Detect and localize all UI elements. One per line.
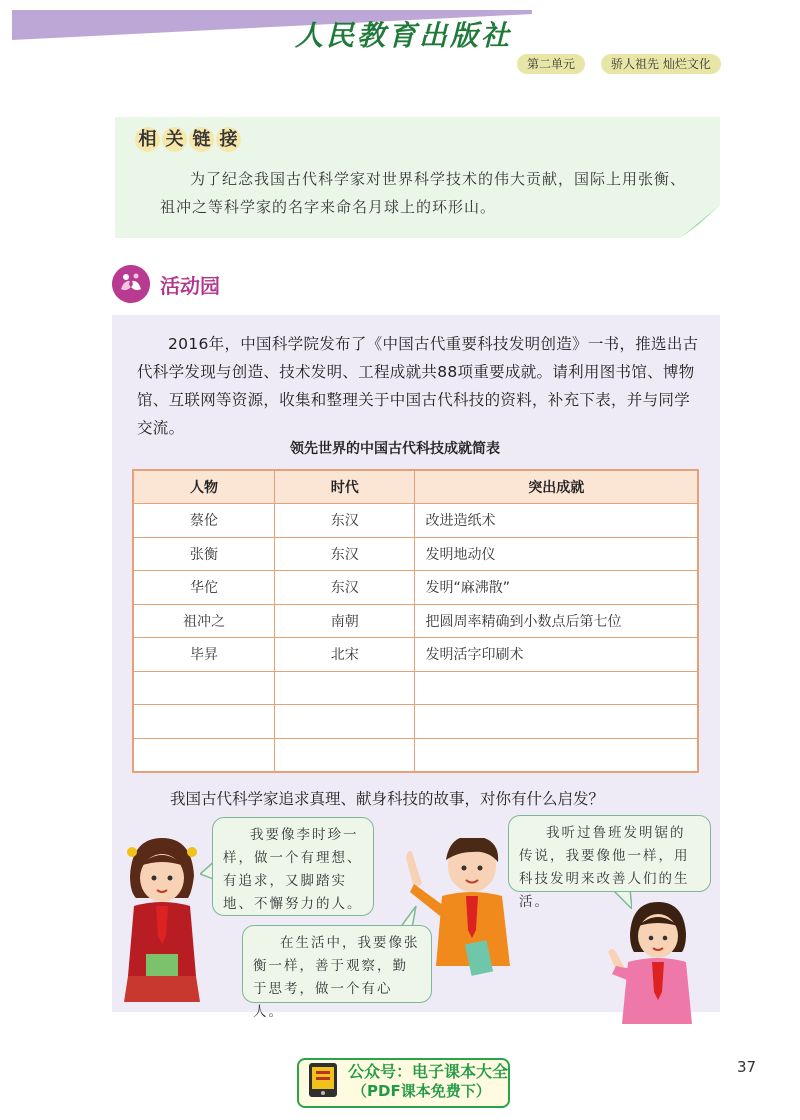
cell-era: 东汉	[274, 504, 414, 538]
cell-era: 东汉	[274, 571, 414, 605]
cell-person: 华佗	[133, 571, 274, 605]
cell-blank	[274, 671, 414, 705]
bubble-tail	[610, 889, 632, 909]
table-row	[133, 571, 698, 605]
cell-achievement: 发明“麻沸散”	[415, 571, 698, 605]
title-char: 链	[189, 127, 214, 152]
table-row-blank	[133, 671, 698, 705]
table-row-blank	[133, 705, 698, 739]
related-links-title	[135, 127, 241, 152]
girl-right-illustration	[606, 900, 702, 1025]
title-char: 接	[216, 127, 241, 152]
cell-blank	[133, 738, 274, 772]
speech-bubble-3: 我听过鲁班发明锯的传说，我要像他一样，用科技发明来改善人们的生活。	[508, 815, 711, 892]
table-row	[133, 604, 698, 638]
header-person: 人物	[133, 470, 274, 504]
cell-blank	[415, 738, 698, 772]
achievements-table	[132, 469, 699, 773]
cell-blank	[133, 671, 274, 705]
speech-bubble-2: 在生活中，我要像张衡一样，善于观察，勤于思考，做一个有心人。	[242, 925, 432, 1003]
page-number: 37	[737, 1058, 757, 1076]
cell-blank	[415, 671, 698, 705]
table-header-row	[133, 470, 698, 504]
table-row	[133, 638, 698, 672]
table-title: 领先世界的中国古代科技成就简表	[290, 441, 500, 457]
related-links-text: 为了纪念我国古代科学家对世界科学技术的伟大贡献，国际上用张衡、祖冲之等科学家的名字来命名月球上的环形山。	[160, 170, 687, 216]
publisher-logo: 人民教育出版社	[295, 19, 513, 52]
unit-tag: 第二单元	[517, 54, 585, 74]
cell-person: 蔡伦	[133, 504, 274, 538]
cell-era: 南朝	[274, 604, 414, 638]
header-era: 时代	[274, 470, 414, 504]
cell-person: 毕昇	[133, 638, 274, 672]
cell-blank	[415, 705, 698, 739]
wechat-line-1: 公众号：电子课本大全	[348, 1062, 509, 1081]
header-achievement: 突出成就	[415, 470, 698, 504]
table-row-blank	[133, 738, 698, 772]
cell-achievement: 改进造纸术	[415, 504, 698, 538]
table-row	[133, 504, 698, 538]
cell-blank	[133, 705, 274, 739]
cell-achievement: 把圆周率精确到小数点后第七位	[415, 604, 698, 638]
girl-left-illustration	[122, 836, 202, 1008]
activity-title: 活动园	[160, 274, 220, 298]
title-char: 关	[162, 127, 187, 152]
title-char: 相	[135, 127, 160, 152]
cell-blank	[274, 738, 414, 772]
reflection-question: 我国古代科学家追求真理、献身科技的故事，对你有什么启发？	[170, 790, 605, 808]
speech-bubble-1: 我要像李时珍一样，做一个有理想、有追求，又脚踏实地、不懈努力的人。	[212, 817, 374, 916]
cell-person: 祖冲之	[133, 604, 274, 638]
activity-hands-icon	[112, 265, 150, 303]
activity-paragraph: 2016年，中国科学院发布了《中国古代重要科技发明创造》一书，推选出古代科学发现与创造、技术发明、工程成就共88项重要成就。请利用图书馆、博物馆、互联网等资源，收集和整理关于中国古代科技的资料，补充下表，并与同学交流。	[137, 335, 699, 437]
wechat-line-2: （PDF课本免费下）	[352, 1082, 491, 1100]
cell-achievement: 发明活字印刷术	[415, 638, 698, 672]
cell-blank	[274, 705, 414, 739]
table-row	[133, 537, 698, 571]
unit-title-tag: 骄人祖先 灿烂文化	[601, 54, 721, 74]
cell-achievement: 发明地动仪	[415, 537, 698, 571]
cell-person: 张衡	[133, 537, 274, 571]
cell-era: 北宋	[274, 638, 414, 672]
cell-era: 东汉	[274, 537, 414, 571]
book-reader-icon	[308, 1062, 338, 1098]
